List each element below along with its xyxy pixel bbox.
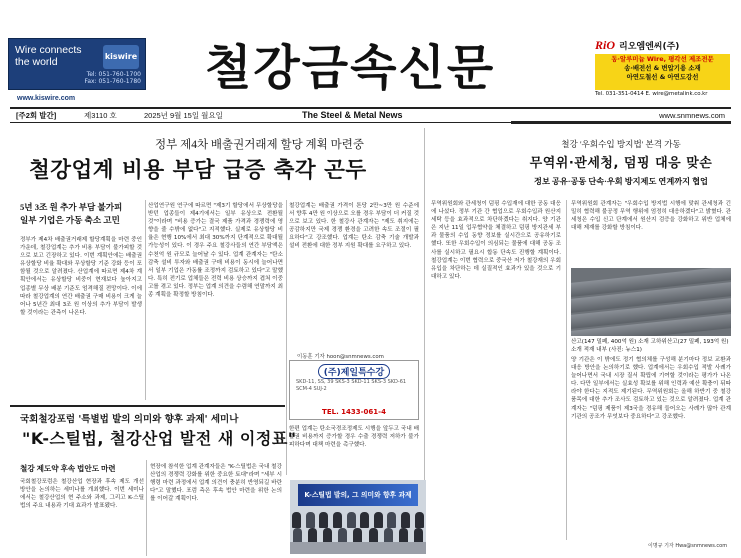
- rio-logo: RiO: [595, 38, 616, 52]
- ad-line1: 동·알루미늄 Wire, 평각선 제조전문: [611, 55, 714, 63]
- photo-caption: 산고(147 밀폐, 400억 원) 소재 고하위산고(27 밀폐, 193억 원) 소개 적재 내부 (사진: 뉴스1): [571, 339, 729, 353]
- seminar-kicker: 국회철강포럼 '특별법 발의 의미와 향후 과제' 세미나: [20, 414, 239, 425]
- section-rule: [10, 405, 285, 407]
- ad-line2: 송·배전선 & 변압기용 소재: [624, 63, 701, 72]
- issue-number: 제3110 호: [84, 111, 117, 120]
- website-url[interactable]: www.snmnews.com: [659, 111, 725, 120]
- jeil-steel-ad[interactable]: [289, 360, 419, 420]
- seminar-body-col-1: 국회철강포럼은 철강산업 현장과 후속 제도 개선 방안을 논의하는 세미나를 개최했다. 이번 세미나에서는 철강산업의 현 주소와 과제, 그리고 K-스틸법의 주요 내용과 기대 효과가 발표됐다.: [20, 479, 144, 510]
- main-body-col-4: 한편 업계는 탄소국경조정제도 시행을 앞두고 국내 배출권 비용까지 증가할 경우 수출 경쟁력 저하가 불가피하다며 대책 마련을 촉구했다.: [289, 426, 419, 449]
- rio-ad[interactable]: [595, 37, 730, 103]
- ad-telephone: TEL. 1433-061-4: [322, 408, 386, 416]
- issue-date: 2025년 9월 15일 월요일: [144, 111, 223, 120]
- publication-frequency: [주2회 발간]: [16, 111, 57, 120]
- main-kicker: 정부 제4차 배출권거래제 할당 계획 마련중: [155, 139, 364, 151]
- trade-kicker: 철강 '우회수입 방지법' 본격 가동: [561, 139, 681, 149]
- seminar-subhead: 철강 제도약 후속 법안도 마련: [20, 464, 116, 473]
- trade-body-col-1: 무역위원회와 관세청이 덤핑 수입재에 대한 공동 대응에 나섰다. 정부 기관 간 협업으로 우회수입과 원산지 세탁 등을 효과적으로 차단하겠다는 취지다. 양 기관은 지난 11일 업무협약을 체결하고 덤핑 방지관세 부과 물품의 수입 동향 정보를 실시간으로 공유하기로 했다. 또한 우회수입이 의심되는 물품에 대해 공동 조사를 실시하고 필요시 합동 단속도 진행할 계획이다. 철강업계는 이번 협력으로 중국산 저가 철강재의 우회 유입을 차단하는 데 실질적인 효과가 있을 것으로 기대하고 있다.: [431, 201, 561, 280]
- advertiser-name: 리오엠엔씨(주): [619, 42, 680, 52]
- ad-slogan-line2: the world: [15, 56, 58, 68]
- trade-body-col-3: 양 기관은 이 밖에도 정기 협의체를 구성해 분기마다 정보 교환과 대응 방안을 논의하기로 했다. 업계에서는 우회수입 적발 사례가 늘어나면서 국내 시장 질서 확립에 기여할 것이라는 평가가 나온다. 다만 일부에서는 실효성 확보를 위해 인력과 예산 확충이 뒤따라야 한다는 지적도 제기된다. 무역위원회는 올해 하반기 중 철강 품목에 대한 추가 조사도 검토하고 있는 것으로 알려졌다. 업계 관계자는 "덤핑 제품이 제3국을 경유해 들어오는 사례가 많아 관계 기관의 공조가 무엇보다 중요하다"고 강조했다.: [571, 357, 731, 420]
- steel-plates-photo: [571, 268, 731, 336]
- ad-phone: Tel: 051-760-1700 Fax: 051-760-1780: [84, 71, 141, 85]
- english-title: The Steel & Metal News: [302, 110, 403, 120]
- kiswire-ad[interactable]: [8, 38, 146, 90]
- column-divider: [145, 200, 146, 400]
- ad-slogan-line1: Wire connects: [15, 44, 82, 56]
- main-byline: 이동훈 기자 hoon@snmnews.com: [297, 354, 384, 360]
- newspaper-title: 철강금속신문: [205, 40, 496, 96]
- ad-product-box: [595, 54, 730, 90]
- trade-byline: 이명규 기자 Hwa@snmnews.com: [648, 543, 728, 549]
- main-body-col-2: 산업연구원 연구에 따르면 "제3기 할당에서 무상할당을 받던 업종들이 제4기에서는 일부 유상으로 전환될 것"이라며 "비용 증가는 결국 제품 가격과 경쟁력에 영향을 줄 수밖에 없다"고 지적했다. 실제로 유상할당 비율은 현행 10%에서 최대 30%까지 단계적으로 확대될 가능성이 있다. 이 경우 주요 철강사들의 연간 부담액은 수천억 원 규모로 늘어날 수 있다. 업계 관계자는 "탄소 감축 설비 투자와 배출권 구매 비용이 동시에 늘어나면서 일부 기업은 가동률 조정까지 검토하고 있다"고 말했다. 특히 전기로 업체들은 전력 비용 상승까지 겹쳐 이중고를 겪고 있다. 정부는 업계 의견을 수렴해 연말까지 최종 계획을 확정할 방침이다.: [148, 203, 283, 299]
- main-subheads: [20, 201, 142, 227]
- main-body-col-3: 철강업계는 배출권 가격이 톤당 2만~3만 원 수준에서 향후 4만 원 이상으로 오를 경우 부담이 더 커질 것으로 보고 있다. 한 철강사 관계자는 "제도 취지에는 공감하지만 국제 경쟁 환경을 고려한 속도 조절이 필요하다"고 강조했다. 업계는 탄소 감축 기술 개발과 설비 전환에 대한 정부 지원 확대를 요구하고 있다.: [289, 203, 419, 250]
- main-headline[interactable]: 철강업계 비용 부담 급증 축각 곤두: [29, 158, 367, 183]
- trade-story-header: [511, 121, 731, 199]
- ad-brand: (주)제일특수강: [318, 364, 390, 379]
- seminar-photo: [290, 480, 426, 554]
- main-body-col-1: 정부가 제4차 배출권거래제 할당계획을 마련 중인 가운데, 철강업계는 추가 비용 부담이 불가피할 것으로 보고 긴장하고 있다. 이번 계획안에는 배출권 유상할당 비율 확대와 무상할당 기준 강화 등이 포함될 것으로 알려졌다. 산업계에 따르면 제4차 계획안에서는 유상할당 비중이 현재보다 높아지고 업종별 무상 배분 기준도 엄격해질 전망이다. 이에 따라 철강업계의 연간 배출권 구매 비용이 크게 늘어나 5년간 최대 3조 원 이상의 추가 부담이 발생할 것이라는 관측이 나온다.: [20, 237, 142, 316]
- seminar-body-col-2: 현장에 참석한 업계 관계자들은 "K-스틸법은 국내 철강산업의 경쟁력 강화를 위한 중요한 토대"라며 "세부 시행령 마련 과정에서 업계 의견이 충분히 반영되길 바란다"고 말했다. 포럼 측은 후속 법안 마련을 위한 논의를 이어갈 계획이다.: [150, 464, 282, 503]
- kiswire-logo: kiswire: [103, 45, 139, 69]
- ad-product-list: SKD-11, SS, 39 SKS-3 SKD-11 SKS-3 SKD-61 SCM-4 SUJ-2: [296, 379, 407, 392]
- trade-subhead: 정보 공유·공동 단속·우회 방지제도 연계까지 협업: [534, 177, 708, 186]
- advertiser-url[interactable]: www.kiswire.com: [17, 95, 76, 102]
- trade-headline[interactable]: 무역위·관세청, 덤핑 대응 맞손: [529, 156, 713, 171]
- ad-slogan: [15, 44, 82, 68]
- column-divider: [566, 200, 567, 540]
- trade-body-col-2: 무역위원회 관계자는 "우회수입 방지법 시행에 맞춰 관세청과 긴밀히 협력해 불공정 무역 행위에 엄정히 대응하겠다"고 밝혔다. 관세청은 수입 신고 단계에서 원산지 검증을 강화하고 위반 업체에 대해 제재를 강화할 방침이다.: [571, 201, 731, 232]
- main-subhead-1: 5년 3조 원 추가 부담 불가피: [20, 202, 123, 212]
- main-subhead-2: 일부 기업은 가동 축소 고민: [20, 215, 120, 225]
- seminar-banner: K-스틸법 발의, 그 의미와 향후 과제: [298, 484, 418, 506]
- ad-contact: Tel. 031-351-0414 E. wire@metalink.co.kr: [595, 91, 708, 97]
- seminar-headline[interactable]: "K-스틸법, 철강산업 발전 새 이정표": [22, 429, 297, 448]
- ad-line3: 아연도철선 & 아연도강선: [626, 72, 699, 81]
- column-divider: [146, 460, 147, 556]
